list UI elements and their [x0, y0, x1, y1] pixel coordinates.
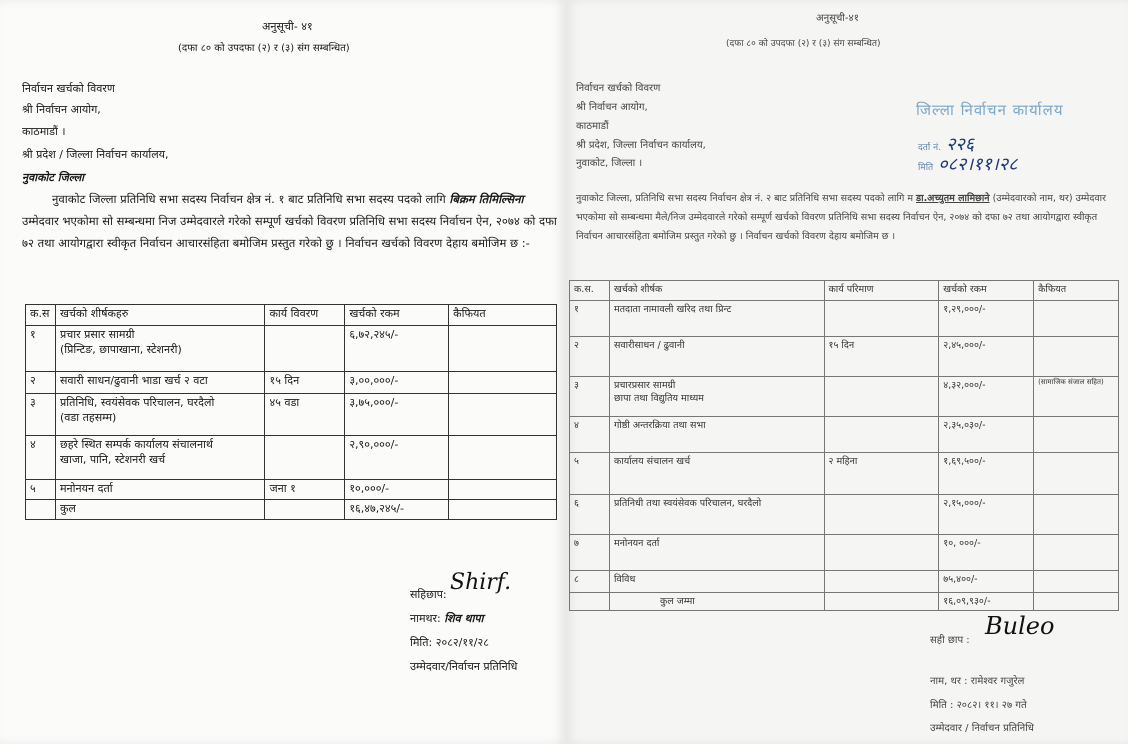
- cell-sn: ३: [26, 394, 56, 436]
- cell-title: सवारी साधन/ढुवानी भाडा खर्च २ वटा: [55, 372, 264, 394]
- cell-sn: ७: [570, 535, 610, 571]
- cell-detail: [824, 571, 939, 593]
- cell-sn: ८: [570, 571, 610, 593]
- schedule-subtitle: (दफा ८० को उपदफा (२) र (३) संग सम्बन्धित): [178, 43, 350, 54]
- date-value: २०८२। ११। २७ गते: [956, 700, 1027, 711]
- office-stamp: [912, 100, 1102, 175]
- signature-mark: Buleo: [985, 612, 1055, 640]
- cell-remark: [1034, 417, 1119, 453]
- cell-title-line2: (प्रिन्टिङ, छापाखाना, स्टेशनरी): [59, 343, 182, 356]
- para-text-1: नुवाकोट जिल्ला प्रतिनिधि सभा सदस्य निर्वाचन क्षेत्र नं. १ बाट प्रतिनिधि सभा सदस्य पदको लागि: [52, 192, 450, 206]
- cell-sn: ४: [26, 436, 56, 480]
- table-row: [570, 453, 1119, 495]
- address-line: श्री निर्वाचन आयोग,: [22, 103, 101, 116]
- total-label: कुल: [55, 500, 264, 520]
- address-line: काठमाडौं ।: [22, 125, 66, 138]
- col-header-detail: कार्य विवरण: [265, 305, 345, 326]
- cell-remark: (सामाजिक संजाल सहित): [1034, 377, 1119, 417]
- table-row: [570, 377, 1119, 417]
- stamp-date-num: ०८२।११।२८: [938, 154, 1018, 175]
- name-value: शिव थापा: [444, 612, 484, 625]
- cell-detail: १५ दिन: [265, 372, 345, 394]
- col-header-amount: खर्चको रकम: [345, 305, 449, 326]
- col-header-detail: कार्य परिमाण: [824, 281, 939, 301]
- date-label: मिति:: [410, 636, 433, 649]
- cell-title: प्रतिनिधी तथा स्वयंसेवक परिचालन, घरदैलो: [609, 495, 824, 535]
- cell-detail: [824, 301, 939, 337]
- cell-remark: [1034, 571, 1119, 593]
- stamp-date-label: मिति: [918, 163, 934, 173]
- statement-paragraph: [22, 188, 557, 254]
- total-label: कुल जम्मा: [609, 593, 824, 611]
- cell-sn: ४: [570, 417, 610, 453]
- cell-remark: [1034, 495, 1119, 535]
- cell-title: मनोनयन दर्ता: [609, 535, 824, 571]
- candidate-name: डा.अच्युतम लामिछाने: [916, 193, 990, 204]
- cell-amount: ४,३२,०००/-: [939, 377, 1034, 417]
- cell-title-line2: (वडा तहसम्म): [59, 411, 117, 424]
- cell-amount: २,१५,०००/-: [939, 495, 1034, 535]
- cell-detail: २ महिना: [824, 453, 939, 495]
- cell-title: [55, 394, 264, 436]
- candidate-name: बिक्रम तिमिल्सिना: [449, 192, 524, 206]
- cell-detail: [265, 326, 345, 372]
- role-label: उम्मेदवार / निर्वाचन प्रतिनिधि: [930, 723, 1034, 734]
- cell-amount: ७५,४००/-: [939, 571, 1034, 593]
- stamp-date-row: [918, 152, 1017, 176]
- cell-title: सवारीसाधन / ढुवानी: [609, 337, 824, 377]
- cell-amount: १०,०००/-: [345, 480, 449, 500]
- statement-paragraph: [576, 189, 1111, 246]
- name-row: [930, 673, 1024, 691]
- table-header-row: [570, 281, 1119, 301]
- table-total-row: [570, 593, 1119, 611]
- cell-amount: १,६९,५००/-: [939, 453, 1034, 495]
- cell-title: गोष्ठी अन्तरक्रिया तथा सभा: [609, 417, 824, 453]
- cell-title: [609, 377, 824, 417]
- sign-label: सही छाप :: [930, 635, 970, 646]
- signature-mark: Shirf.: [450, 570, 512, 595]
- para-text-2: उम्मेदवार भएकोमा सो सम्बन्धमा निज उम्मेदवारले गरेको सम्पूर्ण खर्चको विवरण प्रतिनिधि सभा सदस्य निर्वाचन ऐन, २०७४ को दफा ७२ तथा आयोगद्वारा स्वीकृत निर्वाचन आचारसंहिता बमोजिम प्रस्तुत गरेको छु । निर्वाचन खर्चको विवरण देहाय बमोजिम छ :-: [22, 214, 557, 250]
- cell-title-line: छहरे स्थित सम्पर्क कार्यालय संचालनार्थ: [59, 438, 213, 451]
- date-value: २०८२/११/२८: [435, 636, 489, 649]
- cell-remark: [1034, 301, 1119, 337]
- cell-amount: २,९०,०००/-: [345, 436, 449, 480]
- cell-title: [55, 326, 264, 372]
- para-text-2: (उम्मेदवारको नाम, थर) उम्मेदवार भएकोमा सो सम्बन्धमा मैले/निज उम्मेदवारले गरेको सम्पूर्ण खर्चको विवरण प्रतिनिधि सभा सदस्य निर्वाचन ऐन, २०७४ को दफा ७२ तथा आयोगद्वारा स्वीकृत निर्वाचन आचारसंहिता बमोजिम प्रस्तुत गरेको छु । निर्वाचन खर्चको विवरण देहाय बमोजिम छ ।: [576, 193, 1107, 242]
- name-label: नामथर:: [410, 612, 441, 625]
- cell-detail: ४५ वडा: [265, 394, 345, 436]
- col-header-title: खर्चको शीर्षकहरु: [55, 305, 264, 326]
- cell-title-line2: खाजा, पानि, स्टेशनरी खर्च: [59, 453, 166, 466]
- stamp-darta-label: दर्ता नं.: [918, 143, 941, 153]
- cell-title: विविध: [609, 571, 824, 593]
- cell-amount: ६,७२,२४५/-: [345, 326, 449, 372]
- cell-title-line: प्रतिनिधि, स्वयंसेवक परिचालन, घरदैलो: [59, 396, 215, 409]
- col-header-amount: खर्चको रकम: [939, 281, 1034, 301]
- cell-title: [55, 436, 264, 480]
- cell-title-line: प्रचार प्रसार सामग्री: [59, 328, 135, 341]
- name-label: नाम, थर :: [930, 676, 968, 687]
- cell-detail: [824, 495, 939, 535]
- cell-remark: [449, 326, 557, 372]
- cell-sn: ५: [26, 480, 56, 500]
- date-label: मिति :: [930, 700, 954, 711]
- cell-sn: २: [26, 372, 56, 394]
- address-line: नुवाकोट, जिल्ला ।: [576, 158, 643, 169]
- table-row: [570, 535, 1119, 571]
- table-row: [26, 436, 557, 480]
- schedule-title: अनुसूची-४१: [816, 13, 859, 24]
- address-line: निर्वाचन खर्चको विवरण: [576, 83, 661, 94]
- col-header-remark: कैफियत: [449, 305, 557, 326]
- cell-remark: [449, 480, 557, 500]
- name-row: [410, 610, 484, 628]
- role-label: उम्मेदवार/निर्वाचन प्रतिनिधि: [410, 660, 518, 673]
- cell-detail: जना १: [265, 480, 345, 500]
- expense-table: [569, 280, 1119, 611]
- cell-title: कार्यालय संचालन खर्च: [609, 453, 824, 495]
- date-row: [410, 634, 489, 652]
- table-row: [570, 571, 1119, 593]
- expense-table: [25, 304, 557, 520]
- cell-amount: ३,७५,०००/-: [345, 394, 449, 436]
- table-row: [26, 372, 557, 394]
- sign-label: सहिछाप:: [410, 588, 447, 601]
- cell-sn: ६: [570, 495, 610, 535]
- cell-sn: २: [570, 337, 610, 377]
- col-header-remark: कैफियत: [1034, 281, 1119, 301]
- table-row: [26, 480, 557, 500]
- table-header-row: [26, 305, 557, 326]
- address-line: निर्वाचन खर्चको विवरण: [22, 82, 115, 95]
- col-header-sn: क.स.: [570, 281, 610, 301]
- table-row: [26, 394, 557, 436]
- cell-detail: [824, 377, 939, 417]
- cell-detail: [824, 535, 939, 571]
- stamp-office: जिल्ला निर्वाचन कार्यालय: [916, 101, 1064, 119]
- cell-title-line2: छापा तथा विद्युतिय माध्यम: [613, 393, 704, 404]
- cell-amount: २,३५,०३०/-: [939, 417, 1034, 453]
- cell-detail: [824, 417, 939, 453]
- cell-remark: [449, 372, 557, 394]
- cell-sn: १: [570, 301, 610, 337]
- cell-title-line: प्रचारप्रसार सामग्री: [613, 380, 676, 391]
- table-row: [570, 301, 1119, 337]
- cell-amount: १०, ०००/-: [939, 535, 1034, 571]
- para-text-1: नुवाकोट जिल्ला, प्रतिनिधि सभा सदस्य निर्वाचन क्षेत्र नं. २ बाट प्रतिनिधि सभा सदस्य पदको लागि म: [576, 193, 917, 204]
- district-line: नुवाकोट जिल्ला: [22, 171, 85, 184]
- cell-title: मनोनयन दर्ता: [55, 480, 264, 500]
- address-line: काठमाडौं: [576, 121, 609, 132]
- schedule-subtitle: (दफा ८० को उपदफा (२) र (३) संग सम्बन्धित): [726, 39, 881, 49]
- cell-detail: १५ दिन: [824, 337, 939, 377]
- table-row: [570, 337, 1119, 377]
- table-row: [26, 326, 557, 372]
- cell-remark: [1034, 535, 1119, 571]
- cell-sn: १: [26, 326, 56, 372]
- table-row: [570, 495, 1119, 535]
- cell-amount: १,२९,०००/-: [939, 301, 1034, 337]
- cell-remark: [1034, 453, 1119, 495]
- name-value: रामेश्वर गजुरेल: [970, 676, 1025, 687]
- cell-amount: ३,००,०००/-: [345, 372, 449, 394]
- table-total-row: [26, 500, 557, 520]
- cell-amount: २,४५,०००/-: [939, 337, 1034, 377]
- address-line: श्री प्रदेश, जिल्ला निर्वाचन कार्यालय,: [576, 140, 706, 151]
- cell-title: मतदाता नामावली खरिद तथा प्रिन्ट: [609, 301, 824, 337]
- address-line: श्री निर्वाचन आयोग,: [576, 102, 648, 113]
- schedule-title: अनुसूची- ४१: [262, 20, 313, 33]
- stamp-darta-num: २२६: [946, 134, 975, 155]
- cell-remark: [1034, 337, 1119, 377]
- table-row: [570, 417, 1119, 453]
- cell-sn: ३: [570, 377, 610, 417]
- cell-remark: [449, 436, 557, 480]
- cell-remark: [449, 394, 557, 436]
- col-header-title: खर्चको शीर्षक: [609, 281, 824, 301]
- date-row: [930, 697, 1027, 715]
- cell-sn: ५: [570, 453, 610, 495]
- total-amount: १६,०९,९३०/-: [939, 593, 1034, 611]
- col-header-sn: क.स: [26, 305, 56, 326]
- total-amount: १६,४७,२४५/-: [345, 500, 449, 520]
- address-line: श्री प्रदेश / जिल्ला निर्वाचन कार्यालय,: [22, 148, 169, 161]
- cell-detail: [265, 436, 345, 480]
